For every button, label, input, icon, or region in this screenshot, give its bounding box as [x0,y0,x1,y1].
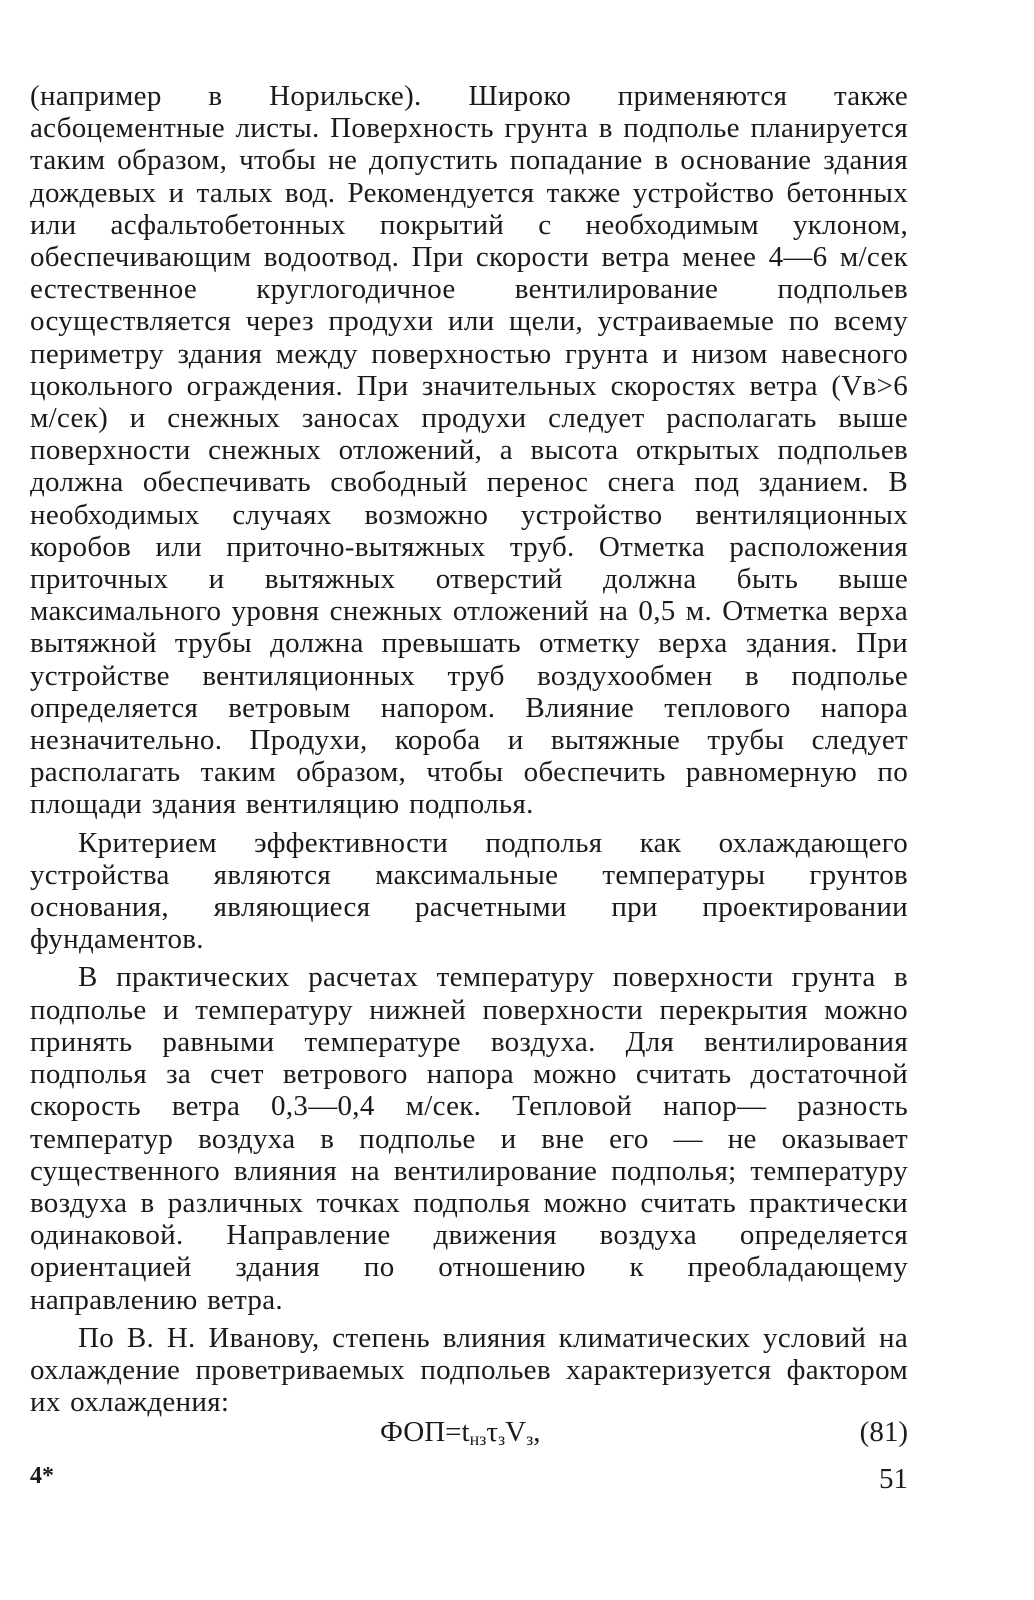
formula-v: V [505,1416,527,1449]
formula-t-subscript: нз [469,1429,487,1450]
equation-number: (81) [859,1416,908,1449]
formula-81 [380,1416,540,1455]
formula-trail: , [533,1416,541,1449]
paragraph-practical-calculations: В практических расчетах температуру поверхности грунта в подполье и температуру нижней поверхности перекрытия можно принять равными температуре воздуха. Для вентилирования подполья за счет ветрового напора можно считать достаточной скорость ветра 0,3—0,4 м/сек. Тепловой напор— разность температур воздуха в подполье и вне его — не оказывает существенного влияния на вентилирование подполья; температуру воздуха в различных точках подполья можно считать практически одинаковой. Направление движения воздуха определяется ориентацией здания по отношению к преобладающему направлению ветра. [30,961,908,1316]
signature-mark: 4* [30,1463,54,1489]
formula-tau: τ [486,1416,498,1449]
formula-t: t [461,1416,470,1449]
formula-lhs: ФОП [380,1416,446,1449]
formula-equals: = [445,1416,462,1449]
formula-v-subscript: з [526,1429,534,1450]
paragraph-criterion: Критерием эффективности подполья как охлаждающего устройства являются максимальные температуры грунтов основания, являющиеся расчетными при проектировании фундаментов. [30,826,908,956]
page-number: 51 [879,1463,908,1495]
formula-row [30,1416,908,1456]
formula-tau-subscript: з [497,1429,506,1450]
paragraph-ivanov: По В. Н. Иванову, степень влияния климатических условий на охлаждение проветриваемых подпольев характеризуется фактором их охлаждения: [30,1321,908,1419]
paragraph-ventilation: (например в Норильске). Широко применяются также асбоцементные листы. Поверхность грунта в подполье планируется таким образом, чтобы не допустить попадание в основание здания дождевых и талых вод. Рекомендуется также устройство бетонных или асфальтобетонных покрытий с необходимым уклоном, обеспечивающим водоотвод. При скорости ветра менее 4—6 м/сек естественное круглогодичное вентилирование подпольев осуществляется через продухи или щели, устраиваемые по всему периметру здания между поверхностью грунта и низом навесного цокольного ограждения. При значительных скоростях ветра (Vв>6 м/сек) и снежных заносах продухи следует располагать выше поверхности снежных отложений, а высота открытых подпольев должна обеспечивать свободный перенос снега под зданием. В необходимых случаях возможно устройство вентиляционных коробов или приточно-вытяжных труб. Отметка расположения приточных и вытяжных отверстий должна быть выше максимального уровня снежных отложений на 0,5 м. Отметка верха вытяжной трубы должна превышать отметку верха здания. При устройстве вентиляционных труб воздухообмен в подполье определяется ветровым напором. Влияние теплового напора незначительно. Продухи, короба и вытяжные трубы следует располагать таким образом, чтобы обеспечить равномерную по площади здания вентиляцию подполья. [30,80,908,821]
page-body [30,80,908,1456]
page-footer [30,1463,908,1503]
